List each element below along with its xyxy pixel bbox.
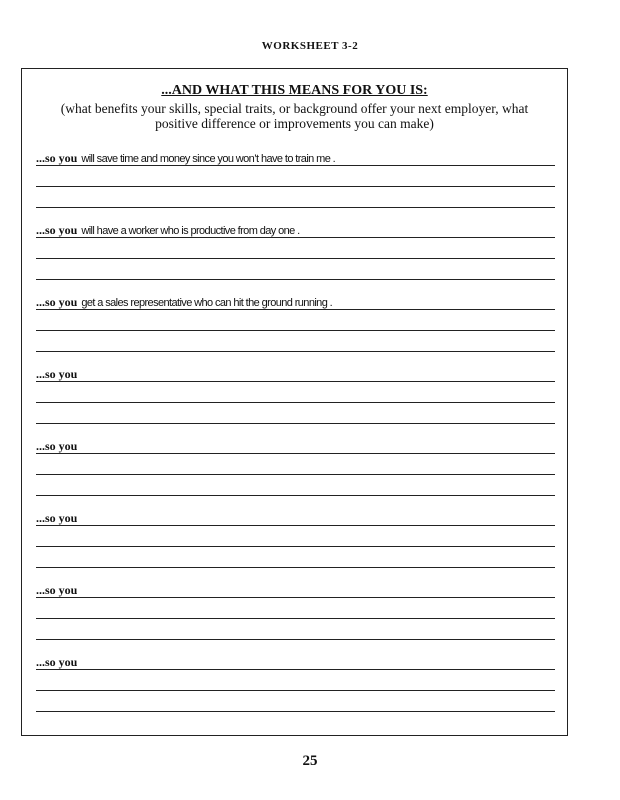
entry-first-line[interactable] <box>36 509 555 526</box>
entry-prefix: ...so you <box>36 583 78 597</box>
entry-writing-line[interactable] <box>36 690 555 691</box>
page-number: 25 <box>302 753 318 769</box>
entry-8 <box>36 653 555 711</box>
entry-6 <box>36 509 555 567</box>
entry-answer: will save time and money since you won’t have to train me . <box>81 153 336 165</box>
entry-first-line[interactable] <box>36 293 555 310</box>
entry-5 <box>36 437 555 495</box>
entry-prefix: ...so you <box>36 439 78 453</box>
entry-writing-line[interactable] <box>36 711 555 712</box>
entry-prefix: ...so you <box>36 367 78 381</box>
worksheet-instructions: (what benefits your skills, special traits, or background offer your next employer, what positive difference or improvements you can make) <box>60 101 529 131</box>
entry-writing-line[interactable] <box>36 351 555 352</box>
entry-1 <box>36 149 555 207</box>
entry-prefix: ...so you <box>36 223 78 237</box>
entry-first-line[interactable] <box>36 221 555 238</box>
entry-writing-line[interactable] <box>36 639 555 640</box>
worksheet-frame <box>21 68 568 736</box>
entry-2 <box>36 221 555 279</box>
entry-answer: get a sales representative who can hit the ground running . <box>81 297 333 309</box>
entry-writing-line[interactable] <box>36 402 555 403</box>
entry-first-line[interactable] <box>36 581 555 598</box>
entry-7 <box>36 581 555 639</box>
entry-prefix: ...so you <box>36 511 78 525</box>
entry-writing-line[interactable] <box>36 279 555 280</box>
worksheet-label: WORKSHEET 3-2 <box>261 40 359 52</box>
worksheet-heading: ...AND WHAT THIS MEANS FOR YOU IS: <box>161 83 428 98</box>
entry-answer: will have a worker who is productive from day one . <box>81 225 300 237</box>
entry-4 <box>36 365 555 423</box>
entry-prefix: ...so you <box>36 655 78 669</box>
entry-writing-line[interactable] <box>36 474 555 475</box>
entry-writing-line[interactable] <box>36 567 555 568</box>
entry-first-line[interactable] <box>36 437 555 454</box>
entry-first-line[interactable] <box>36 365 555 382</box>
entry-writing-line[interactable] <box>36 495 555 496</box>
entry-writing-line[interactable] <box>36 423 555 424</box>
entry-writing-line[interactable] <box>36 546 555 547</box>
entry-writing-line[interactable] <box>36 258 555 259</box>
entry-3 <box>36 293 555 351</box>
entry-writing-line[interactable] <box>36 207 555 208</box>
entry-prefix: ...so you <box>36 151 78 165</box>
entry-first-line[interactable] <box>36 653 555 670</box>
entry-writing-line[interactable] <box>36 330 555 331</box>
entry-prefix: ...so you <box>36 295 78 309</box>
entry-writing-line[interactable] <box>36 618 555 619</box>
entry-first-line[interactable] <box>36 149 555 166</box>
entry-writing-line[interactable] <box>36 186 555 187</box>
